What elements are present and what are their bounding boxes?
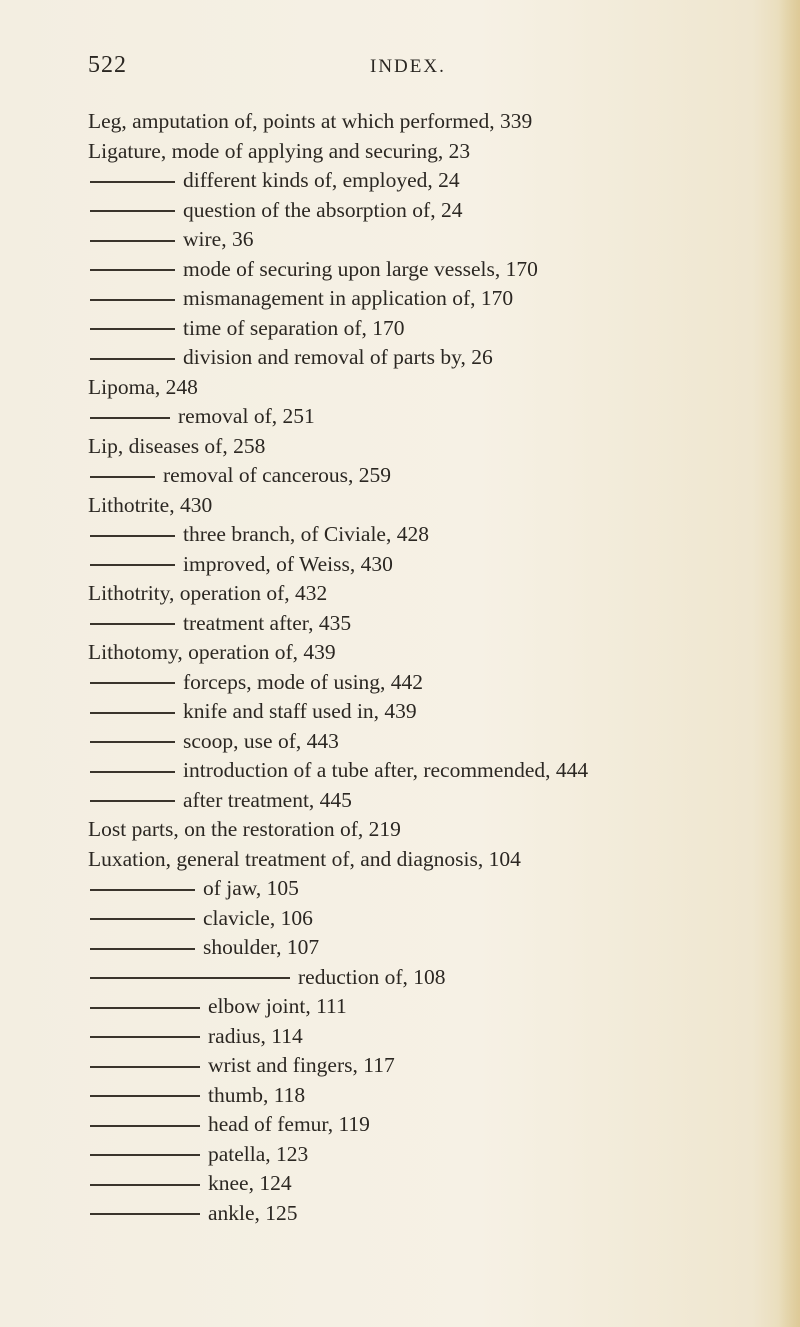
ditto-dash [90, 564, 175, 566]
index-subentry [88, 343, 788, 373]
entry-text: knife and staff used in, 439 [183, 699, 417, 723]
index-subentry [88, 1081, 788, 1111]
index-entry [88, 815, 788, 845]
ditto-dash [90, 1154, 200, 1156]
index-subentry [88, 1140, 788, 1170]
index-subentry [88, 1199, 788, 1229]
entry-text: Lip, diseases of, 258 [88, 433, 266, 458]
entry-text: shoulder, 107 [203, 935, 320, 959]
ditto-dash [90, 210, 175, 212]
entry-text: wire, 36 [183, 227, 254, 251]
ditto-dash [90, 1184, 200, 1186]
ditto-dash [90, 918, 195, 920]
index-subentry [88, 727, 788, 757]
entry-text: Lithotrite, 430 [88, 492, 213, 517]
index-subentry [88, 668, 788, 698]
entry-text: patella, 123 [208, 1141, 309, 1166]
entry-text: Luxation, general treatment of, and diagnosis, 104 [88, 846, 521, 871]
ditto-dash [90, 240, 175, 242]
entry-text: elbow joint, 111 [208, 994, 347, 1018]
entry-text: reduction of, 108 [298, 964, 446, 989]
entry-text: ankle, 125 [208, 1200, 298, 1225]
index-subentry [88, 196, 788, 226]
index-entry [88, 373, 788, 403]
ditto-dash [90, 948, 195, 950]
entry-text: removal of cancerous, 259 [163, 463, 392, 487]
entry-text: mismanagement in application of, 170 [183, 286, 514, 310]
entry-text: introduction of a tube after, recommended, 444 [183, 758, 589, 782]
index-entry [88, 107, 788, 137]
entry-text: time of separation of, 170 [183, 315, 405, 340]
index-subentry [88, 225, 788, 255]
index-subentry [88, 786, 788, 816]
page-number: 522 [88, 52, 127, 78]
ditto-dash [90, 181, 175, 183]
ditto-dash [90, 269, 175, 271]
index-subentry [88, 1110, 788, 1140]
entry-text: Lipoma, 248 [88, 374, 198, 399]
index-subentry [88, 904, 788, 934]
entry-text: clavicle, 106 [203, 905, 313, 930]
entry-text: wrist and fingers, 117 [208, 1053, 395, 1077]
ditto-dash [90, 1036, 200, 1038]
index-entry [88, 491, 788, 521]
ditto-dash [90, 712, 175, 714]
ditto-dash [90, 682, 175, 684]
ditto-dash [90, 771, 175, 773]
entry-text: thumb, 118 [208, 1082, 306, 1107]
ditto-dash [90, 1007, 200, 1009]
index-subentry [88, 609, 788, 639]
index-entry [88, 845, 788, 875]
entry-text: Ligature, mode of applying and securing, 23 [88, 138, 471, 163]
index-subentry [88, 461, 788, 491]
index-entry [88, 432, 788, 462]
index-subentry [88, 550, 788, 580]
ditto-dash [90, 299, 175, 301]
index-subentry [88, 874, 788, 904]
ditto-dash [90, 535, 175, 537]
entry-text: Lost parts, on the restoration of, 219 [88, 817, 401, 841]
ditto-dash [90, 1125, 200, 1127]
index-entry [88, 579, 788, 609]
entry-text: division and removal of parts by, 26 [183, 345, 493, 369]
entry-text: different kinds of, employed, 24 [183, 168, 460, 192]
entry-text: after treatment, 445 [183, 787, 352, 812]
index-subentry [88, 314, 788, 344]
index-subentry [88, 963, 788, 993]
entry-text: question of the absorption of, 24 [183, 197, 463, 222]
page-header [0, 52, 800, 82]
running-head: INDEX. [370, 56, 446, 77]
ditto-dash [90, 1066, 200, 1068]
entry-text: Leg, amputation of, points at which performed, 339 [88, 109, 533, 133]
ditto-dash [90, 476, 155, 478]
index-subentry [88, 166, 788, 196]
index-entry [88, 137, 788, 167]
index-subentry [88, 756, 788, 786]
index-subentry [88, 1169, 788, 1199]
entry-text: treatment after, 435 [183, 610, 352, 635]
entry-text: three branch, of Civiale, 428 [183, 522, 429, 546]
index-subentry [88, 255, 788, 285]
entry-text: Lithotomy, operation of, 439 [88, 640, 336, 664]
ditto-dash [90, 358, 175, 360]
index-subentry [88, 1051, 788, 1081]
ditto-dash [90, 328, 175, 330]
entry-text: Lithotrity, operation of, 432 [88, 581, 328, 605]
index-subentry [88, 933, 788, 963]
entry-text: forceps, mode of using, 442 [183, 669, 424, 694]
entry-text: removal of, 251 [178, 404, 315, 428]
index-subentry [88, 402, 788, 432]
index-entry [88, 638, 788, 668]
ditto-dash [90, 417, 170, 419]
entry-text: of jaw, 105 [203, 876, 299, 900]
index-subentry [88, 284, 788, 314]
index-subentry [88, 992, 788, 1022]
ditto-dash [90, 800, 175, 802]
entry-text: scoop, use of, 443 [183, 728, 339, 753]
entry-text: head of femur, 119 [208, 1112, 370, 1136]
ditto-dash [90, 623, 175, 625]
ditto-dash [90, 977, 290, 979]
ditto-dash [90, 889, 195, 891]
index-subentry [88, 1022, 788, 1052]
entry-text: mode of securing upon large vessels, 170 [183, 256, 538, 281]
ditto-dash [90, 1095, 200, 1097]
entry-text: radius, 114 [208, 1023, 303, 1048]
index-subentry [88, 520, 788, 550]
index-subentry [88, 697, 788, 727]
index-entries [88, 107, 788, 1228]
ditto-dash [90, 1213, 200, 1215]
entry-text: improved, of Weiss, 430 [183, 551, 393, 576]
entry-text: knee, 124 [208, 1171, 292, 1195]
ditto-dash [90, 741, 175, 743]
